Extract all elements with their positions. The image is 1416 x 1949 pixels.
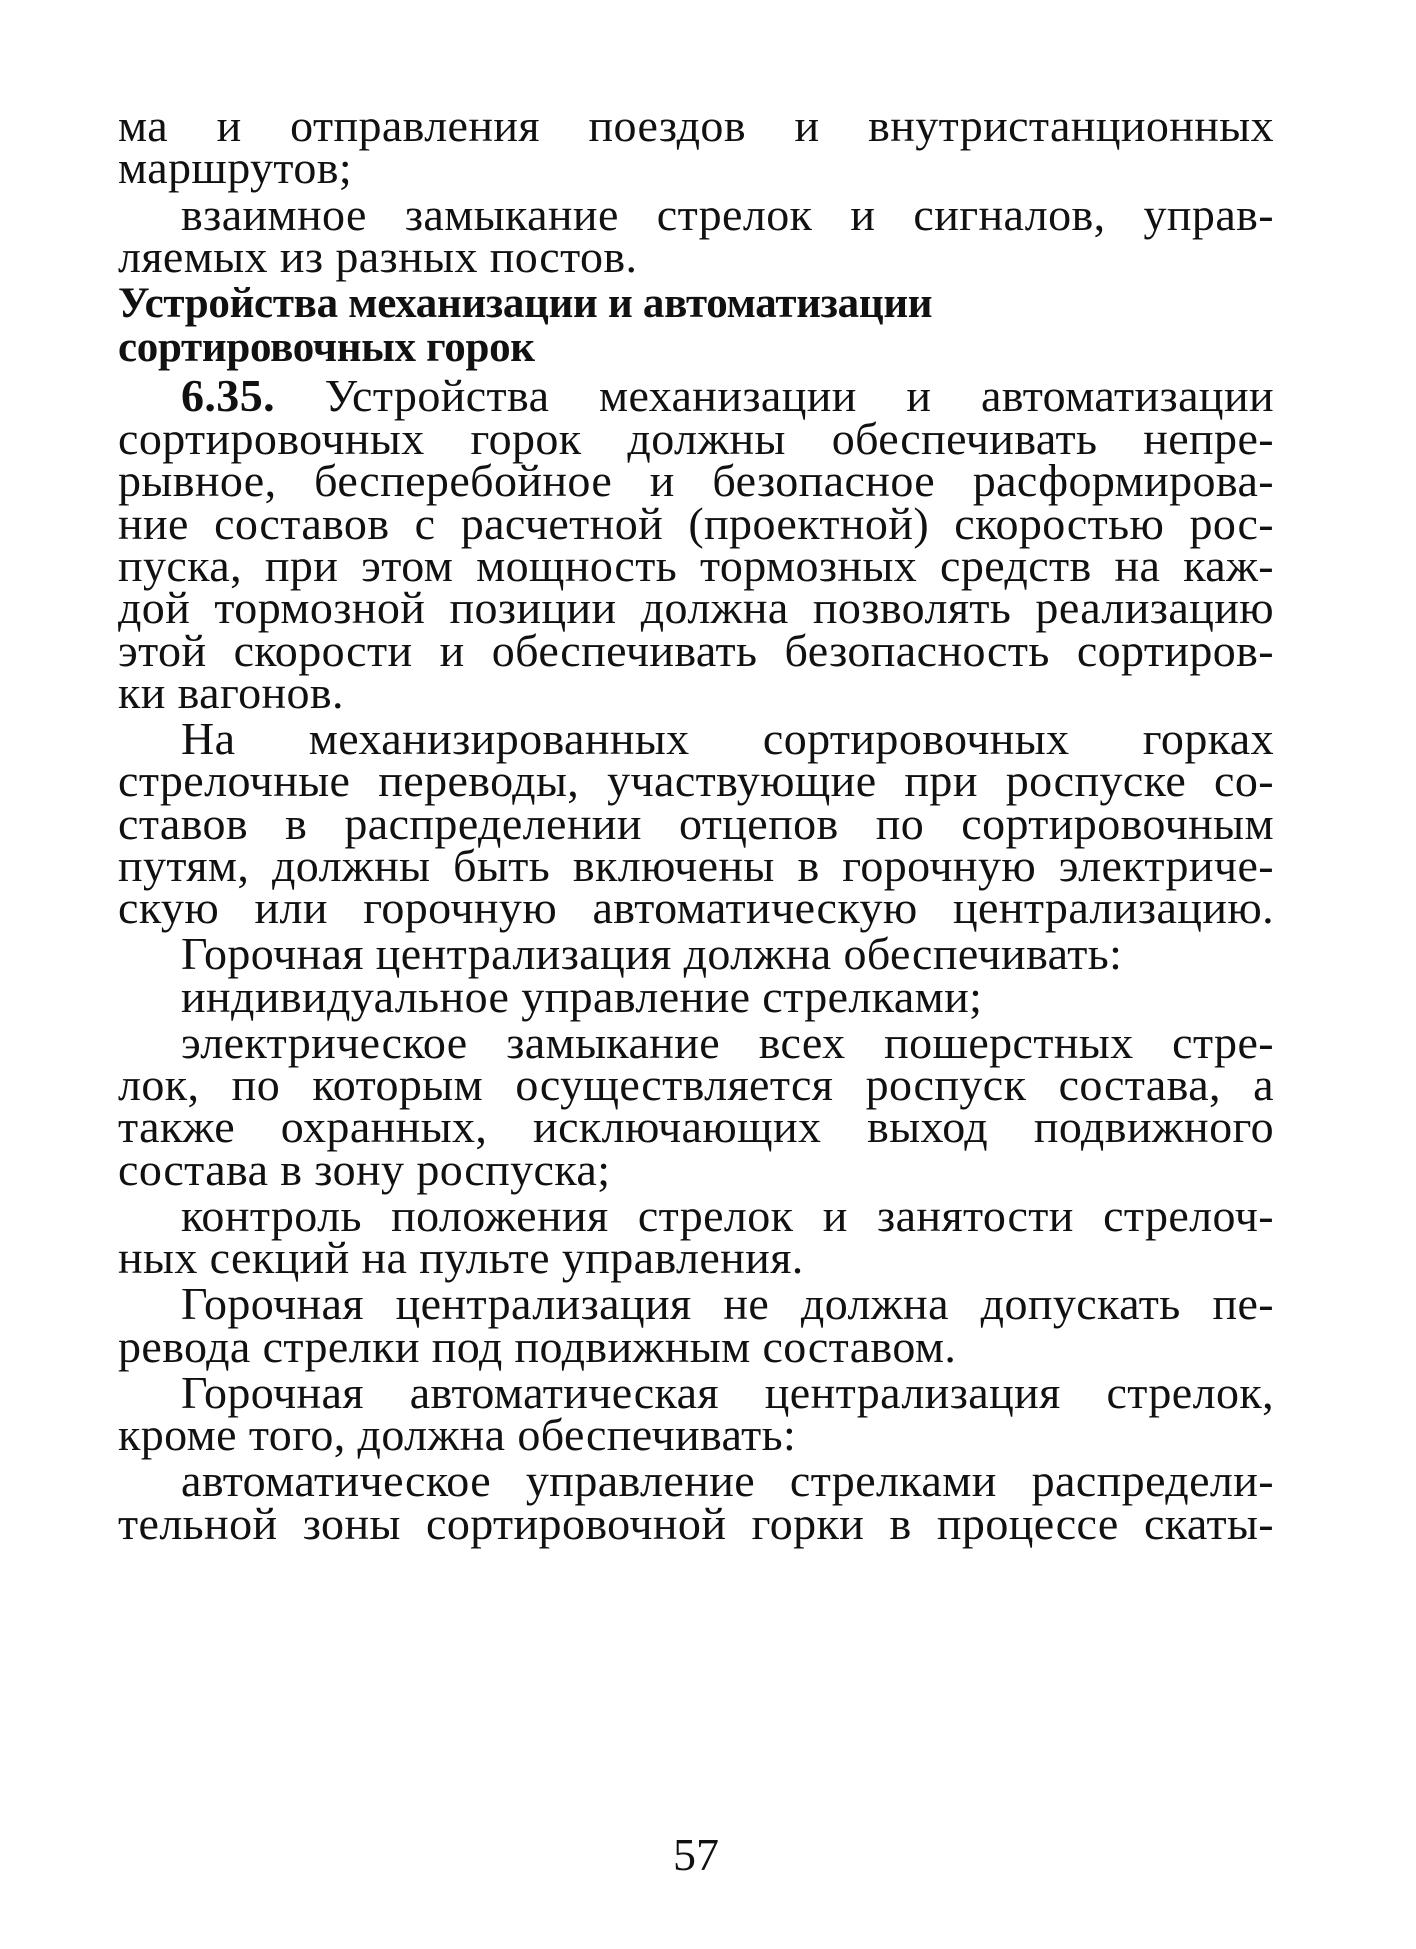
text-line: кроме того, должна обеспечивать: [118,1409,797,1460]
text-line: тельной зоны сортировочной горки в процессе скаты- [118,1498,1274,1549]
text-line: состава в зону роспуска; [118,1144,611,1195]
text-line: стрелочные переводы, участвующие при роспуске со- [118,755,1274,806]
section-heading-line-1: Устройства механизации и автоматизации [118,280,933,327]
paragraph-number: 6.35. [181,370,275,421]
text-line: ма и отправления поездов и внутристанционных [118,100,1274,151]
text-line: ставов в распределении отцепов по сортировочным [118,798,1274,849]
page-number: 57 [673,1829,719,1880]
text-line: взаимное замыкание стрелок и сигналов, управ- [181,189,1274,240]
text-line: ляемых из разных постов. [118,231,638,282]
text-line: автоматическое управление стрелками распредели- [181,1455,1274,1506]
text-line: ных секций на пульте управления. [118,1232,804,1283]
text-line: контроль положения стрелок и занятости стрелоч- [181,1190,1274,1241]
document-page [118,100,1274,1892]
section-heading-line-2: сортировочных горок [118,324,535,371]
text-line: Горочная централизация должна обеспечивать: [181,928,1123,979]
text-line: путям, должны быть включены в горочную электриче- [118,840,1274,891]
text-line: дой тормозной позиции должна позволять реализацию [118,582,1274,633]
paragraph-first-line-text: Устройства механизации и автоматизации [275,370,1274,421]
text-line: лок, по которым осуществляется роспуск состава, а [118,1059,1274,1110]
text-line: Горочная автоматическая централизация стрелок, [181,1367,1274,1418]
text-line: маршрутов; [118,142,353,193]
text-line: Горочная централизация не должна допускать пе- [181,1278,1274,1329]
text-line: рывное, бесперебойное и безопасное расформирова- [118,455,1274,506]
text-line: На механизированных сортировочных горках [181,713,1274,764]
text-line: ние составов с расчетной (проектной) скоростью рос- [118,498,1274,549]
text-line: скую или горочную автоматическую централизацию. [118,882,1274,933]
text-line: электрическое замыкание всех пошерстных стре- [181,1017,1274,1068]
text-line: этой скорости и обеспечивать безопасность сортиров- [118,625,1274,676]
text-line: сортировочных горок должны обеспечивать непре- [118,413,1274,464]
text-line: ревода стрелки под подвижным составом. [118,1321,957,1372]
text-line: также охранных, исключающих выход подвижного [118,1101,1274,1152]
text-line: пуска, при этом мощность тормозных средств на каж- [118,540,1274,591]
text-line: индивидуальное управление стрелками; [181,971,983,1022]
text-line: ки вагонов. [118,667,344,718]
